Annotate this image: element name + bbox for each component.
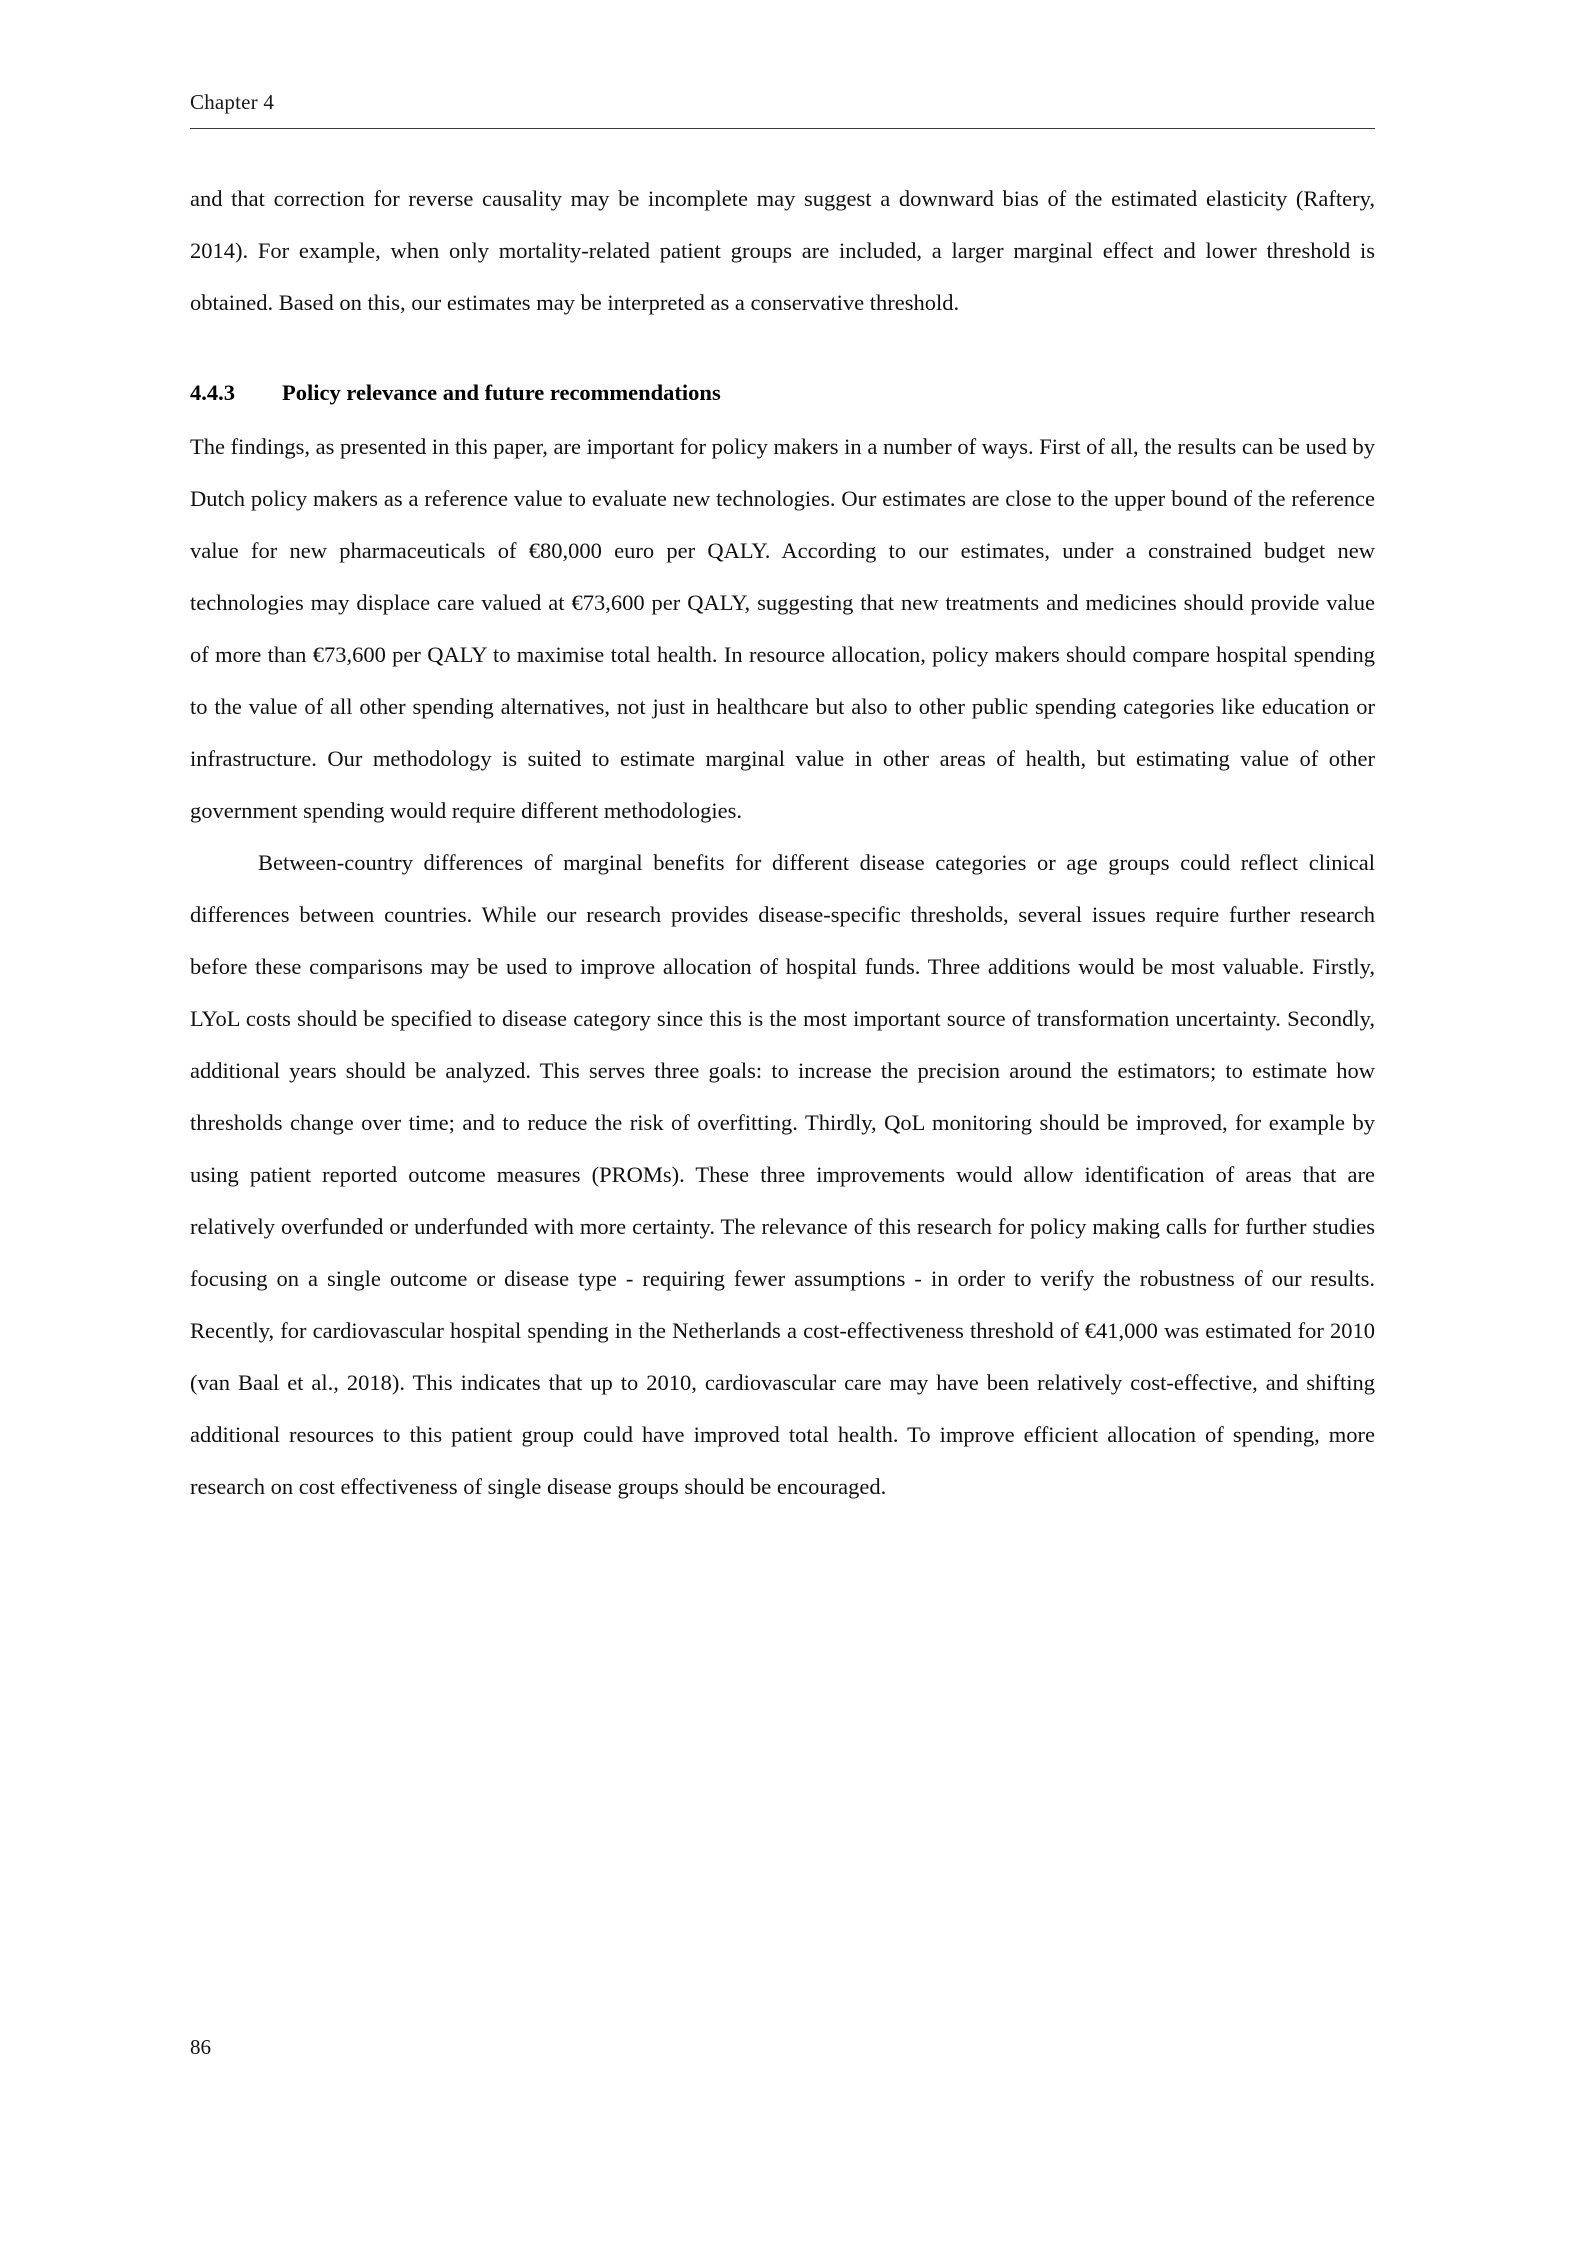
section-heading (190, 367, 1375, 419)
section-heading-number: 4.4.3 (190, 380, 235, 405)
page-content (190, 90, 1375, 1513)
section-spacer (190, 329, 1375, 367)
paragraph-between-country: Between-country differences of marginal benefits for different disease categories or age groups could reflect clinical differences between countries. While our research provides disease-specific thresholds, several issues require further research before these comparisons may be used to improve allocation of hospital funds. Three additions would be most valuable. Firstly, LYoL costs should be specified to disease category since this is the most important source of transformation uncertainty. Secondly, additional years should be analyzed. This serves three goals: to increase the precision around the estimators; to estimate how thresholds change over time; and to reduce the risk of overfitting. Thirdly, QoL monitoring should be improved, for example by using patient reported outcome measures (PROMs). These three improvements would allow identification of areas that are relatively overfunded or underfunded with more certainty. The relevance of this research for policy making calls for further studies focusing on a single outcome or disease type - requiring fewer assumptions - in order to verify the robustness of our results. Recently, for cardiovascular hospital spending in the Netherlands a cost-effectiveness threshold of €41,000 was estimated for 2010 (van Baal et al., 2018). This indicates that up to 2010, cardiovascular care may have been relatively cost-effective, and shifting additional resources to this patient group could have improved total health. To improve efficient allocation of spending, more research on cost effectiveness of single disease groups should be encouraged. (190, 850, 1375, 1499)
paragraph-policy-relevance: The findings, as presented in this paper, are important for policy makers in a number of ways. First of all, the results can be used by Dutch policy makers as a reference value to evaluate new technologies. Our estimates are close to the upper bound of the reference value for new pharmaceuticals of €80,000 euro per QALY. According to our estimates, under a constrained budget new technologies may displace care valued at €73,600 per QALY, suggesting that new treatments and medicines should provide value of more than €73,600 per QALY to maximise total health. In resource allocation, policy makers should compare hospital spending to the value of all other spending alternatives, not just in healthcare but also to other public spending categories like education or infrastructure. Our methodology is suited to estimate marginal value in other areas of health, but estimating value of other government spending would require different methodologies. (190, 434, 1375, 823)
section-heading-title: Policy relevance and future recommendations (282, 380, 721, 405)
body-text (190, 173, 1375, 1513)
running-head: Chapter 4 (190, 90, 1375, 129)
paragraph-intro: and that correction for reverse causality may be incomplete may suggest a downward bias of the estimated elasticity (Raftery, 2014). For example, when only mortality-related patient groups are included, a larger marginal effect and lower threshold is obtained. Based on this, our estimates may be interpreted as a conservative threshold. (190, 186, 1375, 315)
page-number: 86 (190, 2035, 211, 2059)
